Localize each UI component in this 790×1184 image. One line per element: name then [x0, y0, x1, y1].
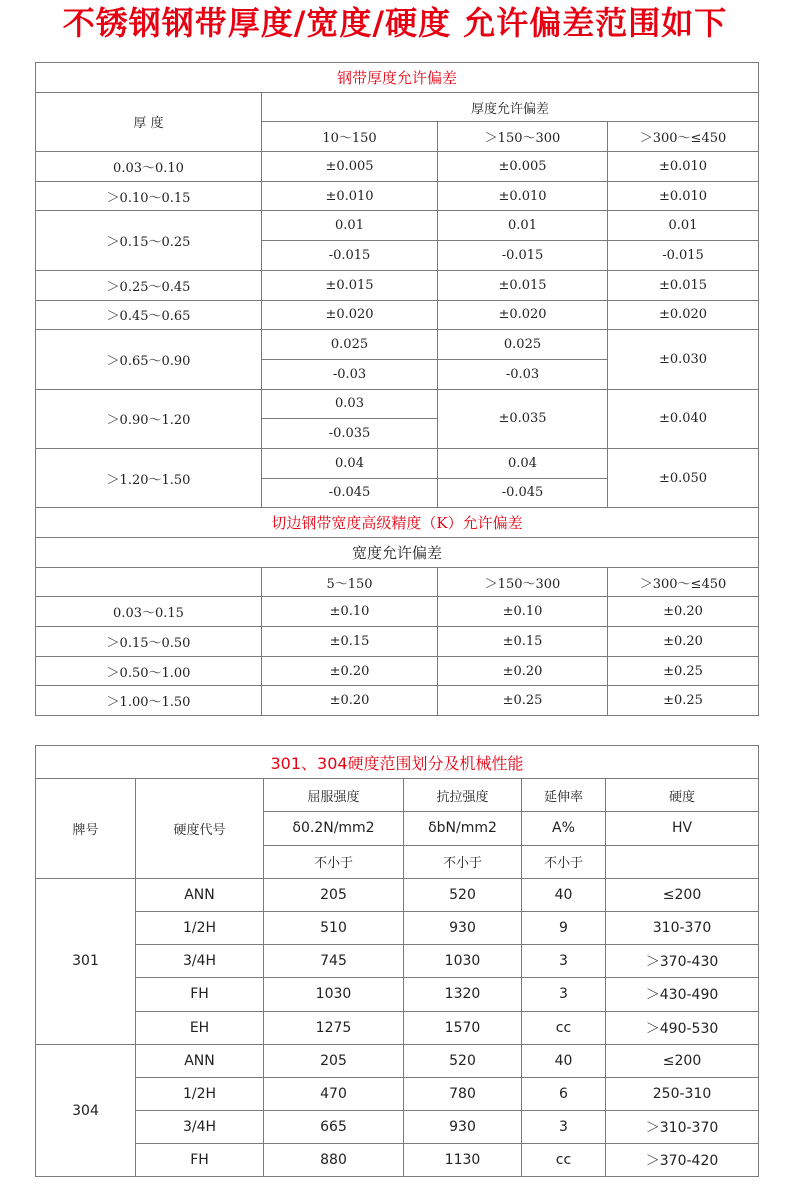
elongation-value: 3 [522, 978, 606, 1011]
table-row [36, 1011, 759, 1044]
hardness-value: ＞370-420 [606, 1144, 759, 1177]
hardness-value: ＞310-370 [606, 1111, 759, 1144]
tolerance-upper: 0.04 [262, 448, 438, 478]
table-row [36, 1111, 759, 1144]
table-row [36, 389, 759, 419]
tolerance-lower: -0.035 [262, 419, 438, 449]
table-row [36, 978, 759, 1011]
hardness-table-title: 301、304硬度范围划分及机械性能 [36, 746, 759, 779]
tensile-value: 1320 [404, 978, 522, 1011]
min-label: 不小于 [522, 845, 606, 878]
hardness-value: ＞370-430 [606, 945, 759, 978]
table-row [36, 686, 759, 716]
empty-cell [606, 845, 759, 878]
tensile-value: 1030 [404, 945, 522, 978]
hardness-value: ＞490-530 [606, 1011, 759, 1044]
elongation-unit: A% [522, 812, 606, 845]
yield-value: 745 [264, 945, 404, 978]
thickness-range: ＞1.00～1.50 [36, 686, 262, 716]
tensile-value: 520 [404, 878, 522, 911]
elongation-header: 延伸率 [522, 779, 606, 812]
hardness-value: ＞430-490 [606, 978, 759, 1011]
min-label: 不小于 [264, 845, 404, 878]
tolerance-value: ±0.10 [438, 597, 608, 627]
table-row [36, 1144, 759, 1177]
hardness-header: 硬度 [606, 779, 759, 812]
thickness-range: ＞0.15～0.50 [36, 627, 262, 657]
hardness-code: EH [136, 1011, 264, 1044]
elongation-value: 3 [522, 945, 606, 978]
tolerance-value: ±0.010 [608, 152, 759, 182]
yield-value: 205 [264, 878, 404, 911]
tolerance-value: ±0.010 [438, 181, 608, 211]
hardness-code: 3/4H [136, 1111, 264, 1144]
table-row [36, 945, 759, 978]
tolerance-value: ±0.25 [608, 656, 759, 686]
elongation-value: 40 [522, 1044, 606, 1077]
yield-value: 880 [264, 1144, 404, 1177]
width-range-header: ＞300～≤450 [608, 567, 759, 597]
hardness-table [35, 745, 759, 1177]
table-row [36, 1044, 759, 1077]
hardness-code: FH [136, 978, 264, 1011]
tolerance-table [35, 62, 759, 716]
tolerance-value: ±0.010 [262, 181, 438, 211]
tolerance-lower: -0.015 [608, 241, 759, 271]
tensile-value: 1130 [404, 1144, 522, 1177]
thickness-range: ＞1.20～1.50 [36, 448, 262, 507]
thickness-range: ＞0.15～0.25 [36, 211, 262, 270]
tolerance-value: ±0.005 [262, 152, 438, 182]
tolerance-value: ±0.15 [438, 627, 608, 657]
tolerance-value: ±0.20 [608, 597, 759, 627]
tolerance-value: ±0.020 [608, 300, 759, 330]
width-range-header: ＞150～300 [438, 567, 608, 597]
tolerance-upper: 0.01 [608, 211, 759, 241]
yield-value: 1030 [264, 978, 404, 1011]
width-range-header: 5～150 [262, 567, 438, 597]
tensile-value: 930 [404, 1111, 522, 1144]
tolerance-value: ±0.035 [438, 389, 608, 448]
hardness-code: 3/4H [136, 945, 264, 978]
thickness-range: ＞0.65～0.90 [36, 330, 262, 389]
tolerance-value: ±0.015 [262, 270, 438, 300]
thickness-range: 0.03～0.10 [36, 152, 262, 182]
elongation-value: 3 [522, 1111, 606, 1144]
tolerance-value: ±0.20 [608, 627, 759, 657]
table-row [36, 597, 759, 627]
tolerance-value: ±0.050 [608, 448, 759, 507]
hardness-unit: HV [606, 812, 759, 845]
elongation-value: cc [522, 1144, 606, 1177]
table-row [36, 211, 759, 241]
yield-value: 510 [264, 911, 404, 944]
tolerance-value: ±0.25 [608, 686, 759, 716]
empty-cell [36, 567, 262, 597]
table-row [36, 152, 759, 182]
tolerance-upper: 0.025 [438, 330, 608, 360]
tensile-unit: δbN/mm2 [404, 812, 522, 845]
tolerance-value: ±0.020 [438, 300, 608, 330]
tolerance-upper: 0.01 [438, 211, 608, 241]
table-row [36, 878, 759, 911]
tolerance-value: ±0.10 [262, 597, 438, 627]
thickness-range: ＞0.10～0.15 [36, 181, 262, 211]
thickness-col-label: 厚 度 [36, 92, 262, 151]
hardness-code: ANN [136, 878, 264, 911]
width-range-header: ＞300～≤450 [608, 122, 759, 152]
tolerance-lower: -0.03 [438, 359, 608, 389]
yield-value: 205 [264, 1044, 404, 1077]
hardness-code: FH [136, 1144, 264, 1177]
thickness-range: ＞0.25～0.45 [36, 270, 262, 300]
tolerance-value: ±0.010 [608, 181, 759, 211]
grade-cell: 301 [36, 878, 136, 1044]
tolerance-value: ±0.030 [608, 330, 759, 389]
thickness-range: 0.03～0.15 [36, 597, 262, 627]
tolerance-lower: -0.03 [262, 359, 438, 389]
table-row [36, 300, 759, 330]
tolerance-upper: 0.025 [262, 330, 438, 360]
table-row [36, 1077, 759, 1110]
tolerance-upper: 0.03 [262, 389, 438, 419]
code-header: 硬度代号 [136, 779, 264, 879]
tolerance-value: ±0.005 [438, 152, 608, 182]
hardness-value: ≤200 [606, 1044, 759, 1077]
min-label: 不小于 [404, 845, 522, 878]
tolerance-upper: 0.04 [438, 448, 608, 478]
hardness-value: 250-310 [606, 1077, 759, 1110]
tolerance-value: ±0.20 [438, 656, 608, 686]
width-range-header: ＞150～300 [438, 122, 608, 152]
table-row [36, 270, 759, 300]
hardness-code: 1/2H [136, 911, 264, 944]
table-row [36, 627, 759, 657]
tensile-value: 520 [404, 1044, 522, 1077]
table-row [36, 448, 759, 478]
hardness-code: ANN [136, 1044, 264, 1077]
thickness-range: ＞0.50～1.00 [36, 656, 262, 686]
tolerance-value: ±0.015 [438, 270, 608, 300]
hardness-value: ≤200 [606, 878, 759, 911]
tolerance-value: ±0.020 [262, 300, 438, 330]
tolerance-value: ±0.20 [262, 656, 438, 686]
tolerance-lower: -0.015 [438, 241, 608, 271]
table-row [36, 330, 759, 360]
elongation-value: 6 [522, 1077, 606, 1110]
tensile-value: 930 [404, 911, 522, 944]
tensile-header: 抗拉强度 [404, 779, 522, 812]
table-row [36, 911, 759, 944]
thickness-range: ＞0.90～1.20 [36, 389, 262, 448]
tensile-value: 780 [404, 1077, 522, 1110]
yield-header: 屈服强度 [264, 779, 404, 812]
yield-unit: δ0.2N/mm2 [264, 812, 404, 845]
width-table-title: 切边钢带宽度高级精度（K）允许偏差 [36, 508, 759, 538]
yield-value: 665 [264, 1111, 404, 1144]
hardness-value: 310-370 [606, 911, 759, 944]
elongation-value: cc [522, 1011, 606, 1044]
grade-header: 牌号 [36, 779, 136, 879]
tolerance-value: ±0.15 [262, 627, 438, 657]
width-range-header: 10～150 [262, 122, 438, 152]
elongation-value: 9 [522, 911, 606, 944]
width-tol-label: 宽度允许偏差 [36, 538, 759, 568]
page-title: 不锈钢钢带厚度/宽度/硬度 允许偏差范围如下 [62, 4, 728, 42]
tolerance-lower: -0.045 [438, 478, 608, 508]
elongation-value: 40 [522, 878, 606, 911]
thickness-table-title: 钢带厚度允许偏差 [36, 63, 759, 93]
table-row [36, 181, 759, 211]
table-row [36, 656, 759, 686]
hardness-code: 1/2H [136, 1077, 264, 1110]
tolerance-value: ±0.040 [608, 389, 759, 448]
tolerance-value: ±0.20 [262, 686, 438, 716]
yield-value: 1275 [264, 1011, 404, 1044]
thickness-tol-label: 厚度允许偏差 [262, 92, 759, 122]
tolerance-value: ±0.25 [438, 686, 608, 716]
tensile-value: 1570 [404, 1011, 522, 1044]
yield-value: 470 [264, 1077, 404, 1110]
tolerance-upper: 0.01 [262, 211, 438, 241]
grade-cell: 304 [36, 1044, 136, 1177]
tolerance-value: ±0.015 [608, 270, 759, 300]
thickness-range: ＞0.45～0.65 [36, 300, 262, 330]
tolerance-lower: -0.015 [262, 241, 438, 271]
tolerance-lower: -0.045 [262, 478, 438, 508]
